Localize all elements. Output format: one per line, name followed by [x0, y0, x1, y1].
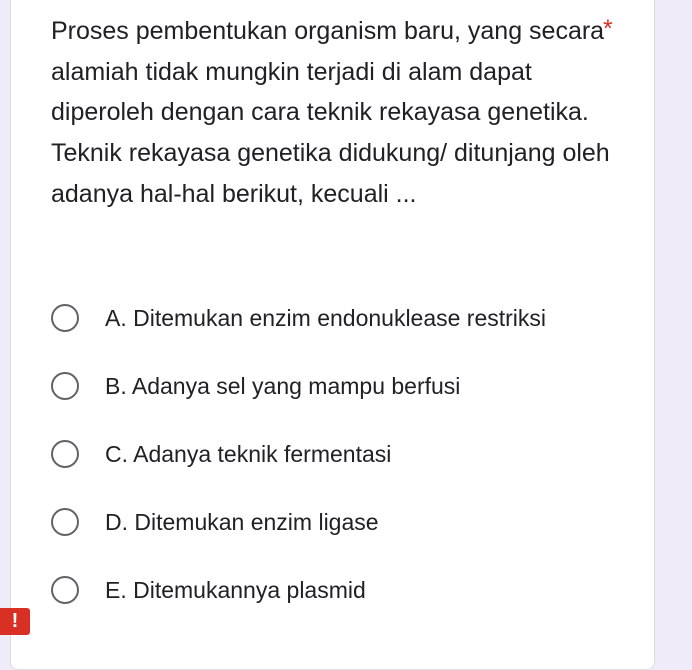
option-e-label: E. Ditemukannya plasmid: [105, 576, 366, 603]
option-c-label: C. Adanya teknik fermentasi: [105, 440, 392, 467]
option-d-label: D. Ditemukan enzim ligase: [105, 508, 379, 535]
option-b[interactable]: [51, 352, 641, 420]
radio-button-b[interactable]: [51, 372, 79, 400]
option-d[interactable]: [51, 488, 641, 556]
radio-button-e[interactable]: [51, 576, 79, 604]
question-card: [10, 0, 655, 670]
exclamation-icon[interactable]: [0, 608, 30, 635]
required-asterisk: *: [603, 15, 613, 43]
radio-button-d[interactable]: [51, 508, 79, 536]
radio-button-a[interactable]: [51, 304, 79, 332]
option-a[interactable]: [51, 284, 641, 352]
radio-group: [51, 284, 641, 624]
radio-button-c[interactable]: [51, 440, 79, 468]
option-c[interactable]: [51, 420, 641, 488]
option-e[interactable]: [51, 556, 641, 624]
option-a-label: A. Ditemukan enzim endonuklease restriksi: [105, 304, 547, 331]
option-b-label: B. Adanya sel yang mampu berfusi: [105, 372, 461, 399]
exclamation-glyph: !: [11, 610, 19, 632]
question-title: Proses pembentukan organism baru, yang secara alamiah tidak mungkin terjadi di alam dapat diperoleh dengan cara teknik rekayasa genetika. Teknik rekayasa genetika didukung/ ditunjang oleh adanya hal-hal berikut, kecuali ...: [51, 17, 610, 208]
